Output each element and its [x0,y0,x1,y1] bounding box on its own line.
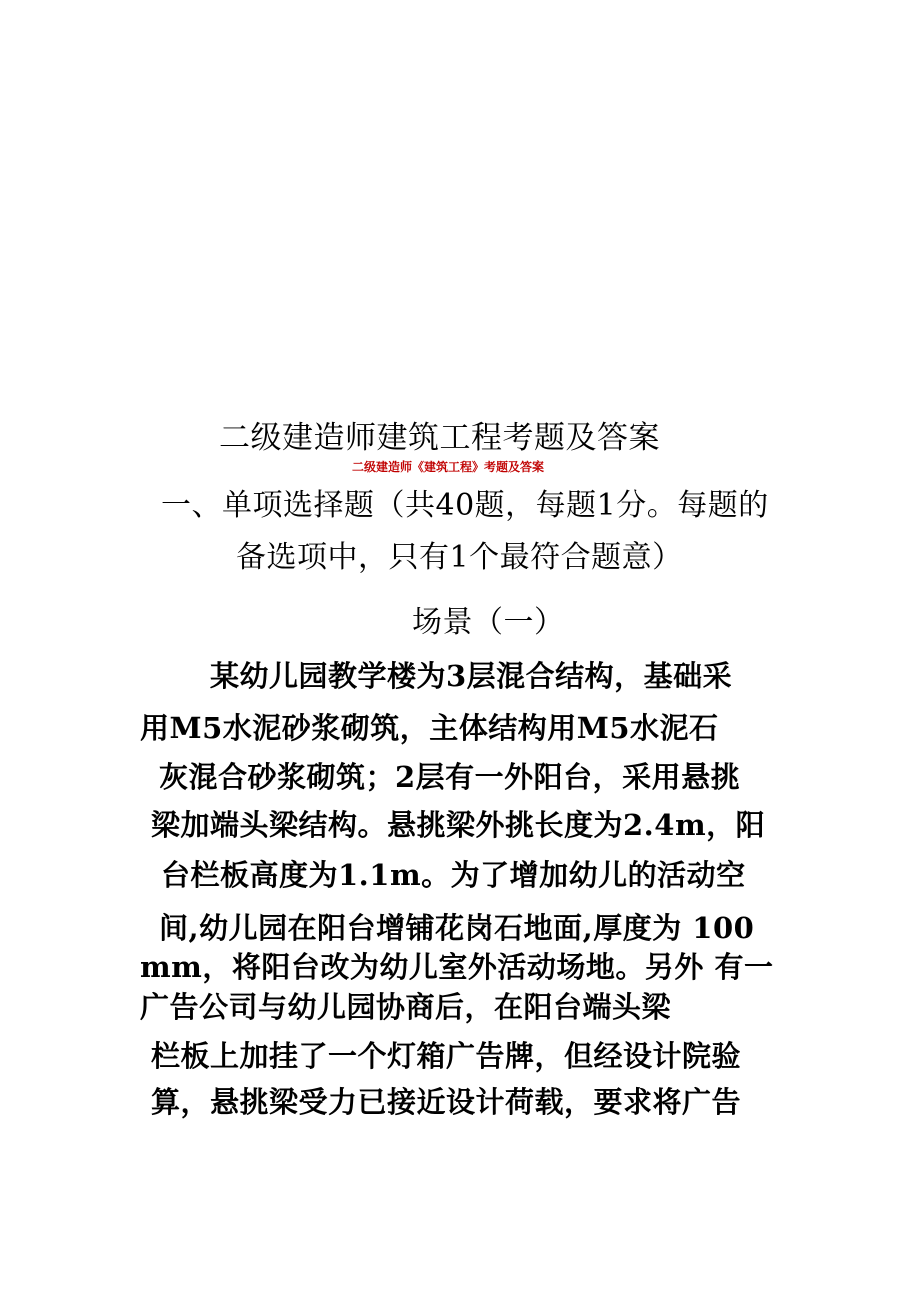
body-line: mm，将阳台改为幼儿室外活动场地。另外 有一 [140,950,774,984]
document-subtitle: 二级建造师《建筑工程》考题及答案 [352,460,545,474]
section-heading-line-2: 备选项中，只有1个最符合题意） [236,540,683,575]
scenario-heading: 场景（一） [412,605,565,640]
body-line: 用M5水泥砂浆砌筑，主体结构用M5水泥石 [140,711,719,745]
body-line: 间,幼儿园在阳台增铺花岗石地面,厚度为 100 [159,911,755,945]
body-line: 梁加端头梁结构。悬挑梁外挑长度为2.4m，阳 [151,808,766,842]
body-line: 某幼儿园教学楼为3层混合结构，基础采 [210,659,733,693]
body-line: 栏板上加挂了一个灯箱广告牌，但经设计院验 [151,1039,742,1073]
document-title: 二级建造师建筑工程考题及答案 [219,420,660,456]
body-line: 算，悬挑梁受力已接近设计荷载，要求将广告 [151,1085,742,1119]
body-line: 台栏板高度为1.1m。为了增加幼儿的活动空 [161,858,746,892]
section-heading-line-1: 一、单项选择题（共40题，每题1分。每题的 [161,488,769,523]
body-line: 灰混合砂浆砌筑；2层有一外阳台，采用悬挑 [159,760,741,794]
body-line: 广告公司与幼儿园协商后，在阳台端头梁 [140,990,672,1024]
